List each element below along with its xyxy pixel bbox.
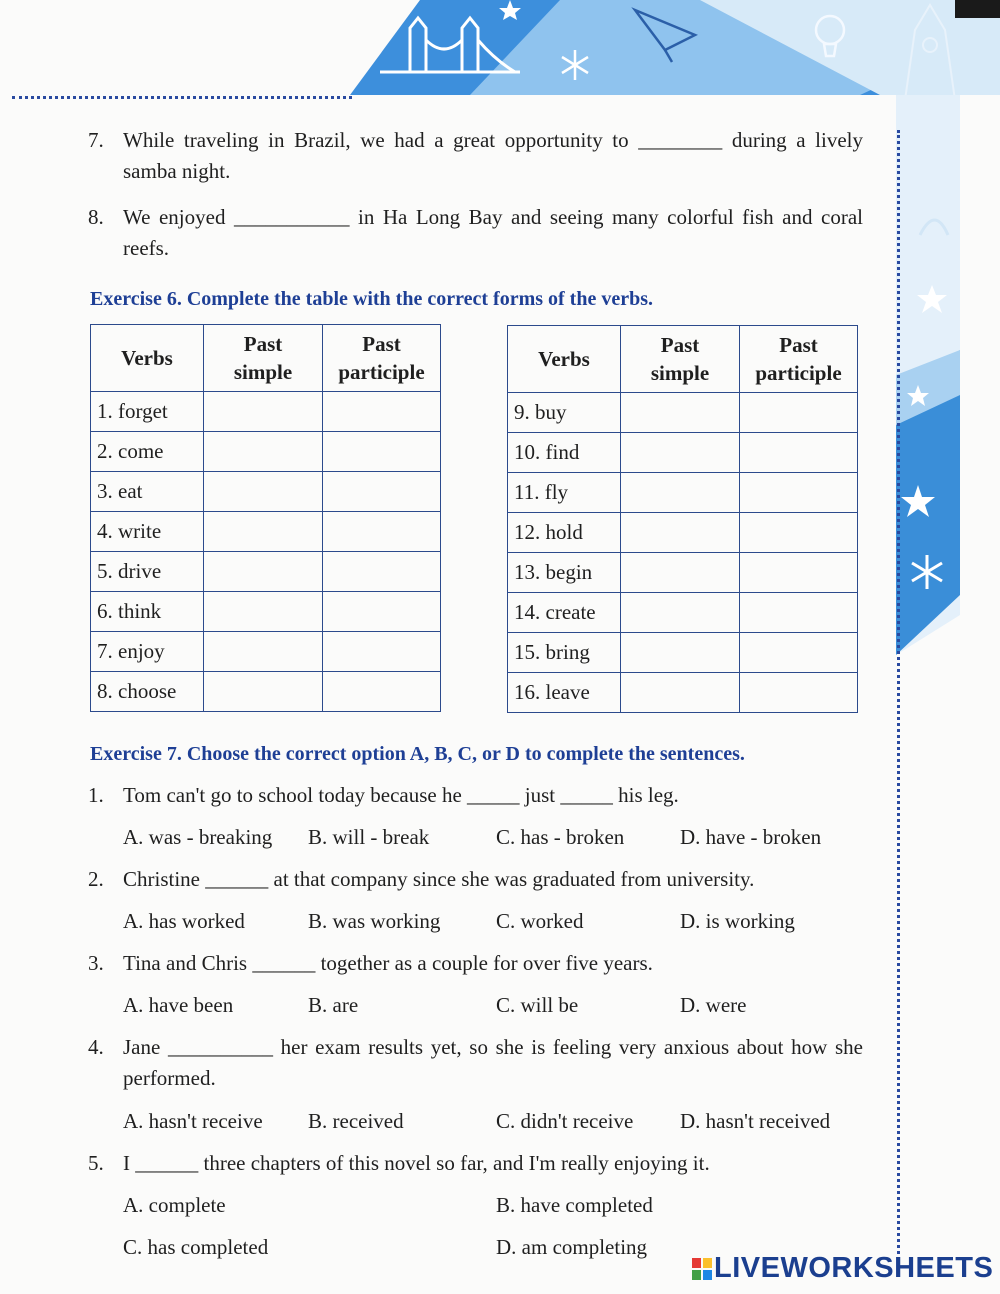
- answer-cell[interactable]: [323, 512, 441, 552]
- liveworksheets-logo: [692, 1252, 993, 1285]
- answer-cell[interactable]: [621, 393, 740, 433]
- answer-cell[interactable]: [740, 433, 858, 473]
- answer-cell[interactable]: [621, 553, 740, 593]
- option-c[interactable]: C. didn't receive: [496, 1109, 634, 1133]
- table-row: [508, 593, 858, 633]
- answer-cell[interactable]: [740, 393, 858, 433]
- answer-cell[interactable]: [323, 592, 441, 632]
- option-b[interactable]: B. are: [308, 993, 359, 1017]
- option-c[interactable]: C. will be: [496, 993, 579, 1017]
- answer-cell[interactable]: [621, 473, 740, 513]
- table-row: [508, 473, 858, 513]
- verb-cell: 16. leave: [508, 673, 621, 713]
- table-row: [91, 632, 441, 672]
- answer-cell[interactable]: [204, 512, 323, 552]
- answer-cell[interactable]: [621, 633, 740, 673]
- header-past-simple: Past simple: [204, 325, 323, 392]
- table-row: [91, 512, 441, 552]
- header-verbs: Verbs: [91, 325, 204, 392]
- dotted-border-right: [897, 130, 900, 1260]
- table-row: [91, 432, 441, 472]
- answer-cell[interactable]: [740, 673, 858, 713]
- answer-cell[interactable]: [323, 672, 441, 712]
- question-text: Christine ______ at that company since she was graduated from university.: [123, 867, 755, 891]
- verb-table-left: [90, 324, 441, 712]
- option-d[interactable]: D. hasn't received: [680, 1109, 831, 1133]
- answer-cell[interactable]: [323, 432, 441, 472]
- table-row: [91, 592, 441, 632]
- answer-cell[interactable]: [323, 632, 441, 672]
- question-text: Tom can't go to school today because he _____ just _____ his leg.: [123, 783, 679, 807]
- option-b[interactable]: B. will - break: [308, 825, 430, 849]
- option-d[interactable]: D. were: [680, 993, 747, 1017]
- answer-cell[interactable]: [621, 593, 740, 633]
- dotted-border-top: [12, 96, 352, 99]
- option-d[interactable]: D. is working: [680, 909, 795, 933]
- answer-cell[interactable]: [204, 592, 323, 632]
- verb-table-right: [507, 325, 858, 713]
- answer-cell[interactable]: [204, 392, 323, 432]
- table-row: [508, 393, 858, 433]
- exercise-6-title: Exercise 6. Complete the table with the correct forms of the verbs.: [90, 288, 653, 310]
- verb-cell: 1. forget: [91, 392, 204, 432]
- option-c[interactable]: C. has - broken: [496, 825, 625, 849]
- verb-cell: 14. create: [508, 593, 621, 633]
- verb-cell: 3. eat: [91, 472, 204, 512]
- table-row: [91, 392, 441, 432]
- question-text: Tina and Chris ______ together as a couple for over five years.: [123, 951, 653, 975]
- verb-cell: 13. begin: [508, 553, 621, 593]
- header-past-participle: Past participle: [323, 325, 441, 392]
- answer-cell[interactable]: [204, 632, 323, 672]
- question-text: I ______ three chapters of this novel so far, and I'm really enjoying it.: [123, 1151, 710, 1175]
- answer-cell[interactable]: [740, 553, 858, 593]
- option-d[interactable]: D. have - broken: [680, 825, 822, 849]
- verb-cell: 7. enjoy: [91, 632, 204, 672]
- verb-cell: 11. fly: [508, 473, 621, 513]
- verb-cell: 12. hold: [508, 513, 621, 553]
- header-verbs: Verbs: [508, 326, 621, 393]
- option-c[interactable]: C. has completed: [123, 1235, 269, 1259]
- option-b[interactable]: B. was working: [308, 909, 441, 933]
- logo-text: LIVEWORKSHEETS: [714, 1252, 994, 1284]
- option-b[interactable]: B. have completed: [496, 1193, 653, 1217]
- verb-cell: 10. find: [508, 433, 621, 473]
- right-side-decoration: [890, 95, 1000, 1255]
- verb-cell: 8. choose: [91, 672, 204, 712]
- table-row: [508, 433, 858, 473]
- answer-cell[interactable]: [740, 473, 858, 513]
- verb-cell: 15. bring: [508, 633, 621, 673]
- question-text: We enjoyed ___________ in Ha Long Bay and seeing many colorful fish and coral reefs.: [123, 205, 863, 260]
- answer-cell[interactable]: [621, 673, 740, 713]
- answer-cell[interactable]: [204, 672, 323, 712]
- question-number: 7.: [88, 128, 104, 152]
- answer-cell[interactable]: [740, 513, 858, 553]
- question-number: 2.: [88, 867, 104, 891]
- option-a[interactable]: A. has worked: [123, 909, 245, 933]
- table-row: [508, 513, 858, 553]
- question-number: 4.: [88, 1035, 104, 1059]
- answer-cell[interactable]: [204, 552, 323, 592]
- option-a[interactable]: A. was - breaking: [123, 825, 273, 849]
- verb-cell: 2. come: [91, 432, 204, 472]
- answer-cell[interactable]: [323, 472, 441, 512]
- table-row: [508, 673, 858, 713]
- question-number: 3.: [88, 951, 104, 975]
- verb-cell: 4. write: [91, 512, 204, 552]
- option-c[interactable]: C. worked: [496, 909, 584, 933]
- header-past-simple: Past simple: [621, 326, 740, 393]
- table-row: [91, 472, 441, 512]
- answer-cell[interactable]: [323, 392, 441, 432]
- header-banner: [0, 0, 1000, 110]
- verb-cell: 9. buy: [508, 393, 621, 433]
- question-text: Jane __________ her exam results yet, so she is feeling very anxious about how she performed.: [123, 1035, 863, 1090]
- question-text: While traveling in Brazil, we had a great opportunity to ________ during a lively samba night.: [123, 128, 863, 183]
- option-d[interactable]: D. am completing: [496, 1235, 648, 1259]
- answer-cell[interactable]: [740, 633, 858, 673]
- option-b[interactable]: B. received: [308, 1109, 404, 1133]
- table-row: [91, 552, 441, 592]
- exercise-7-title: Exercise 7. Choose the correct option A, B, C, or D to complete the sentences.: [90, 743, 745, 765]
- table-row: [508, 633, 858, 673]
- option-a[interactable]: A. hasn't receive: [123, 1109, 263, 1133]
- question-number: 8.: [88, 205, 104, 229]
- answer-cell[interactable]: [204, 432, 323, 472]
- answer-cell[interactable]: [621, 433, 740, 473]
- verb-cell: 5. drive: [91, 552, 204, 592]
- question-number: 5.: [88, 1151, 104, 1175]
- answer-cell[interactable]: [323, 552, 441, 592]
- header-past-participle: Past participle: [740, 326, 858, 393]
- answer-cell[interactable]: [204, 472, 323, 512]
- question-number: 1.: [88, 783, 104, 807]
- answer-cell[interactable]: [621, 513, 740, 553]
- answer-cell[interactable]: [740, 593, 858, 633]
- logo-mark-icon: [692, 1256, 714, 1282]
- verb-cell: 6. think: [91, 592, 204, 632]
- option-a[interactable]: A. have been: [123, 993, 234, 1017]
- table-row: [91, 672, 441, 712]
- table-row: [508, 553, 858, 593]
- option-a[interactable]: A. complete: [123, 1193, 226, 1217]
